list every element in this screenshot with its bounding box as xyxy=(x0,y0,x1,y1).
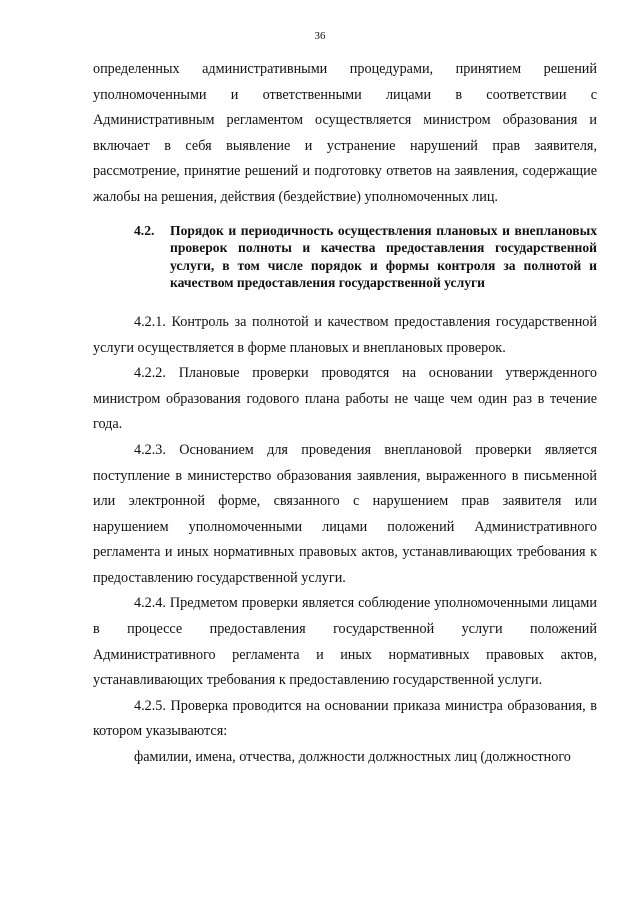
paragraph-4-2-2: 4.2.2. Плановые проверки проводятся на основании утвержденного министром образования годового плана работы не чаще чем один раз в течение года. xyxy=(93,365,597,433)
section-heading xyxy=(93,222,597,292)
paragraph-4-2-3: 4.2.3. Основанием для проведения внеплановой проверки является поступление в министерство образования заявления, выраженного в письменной или электронной форме, связанного с нарушением прав заявителя или нарушением уполномоченными лицами положений Административного регламента и иных нормативных правовых актов, устанавливающих требования к предоставлению государственной услуги. xyxy=(93,441,597,586)
paragraph-list-item: фамилии, имена, отчества, должности должностных лиц (должностного xyxy=(134,749,571,766)
paragraph-continuation: определенных административными процедурами, принятием решений уполномоченными и ответственными лицами в соответствии с Административным регламентом осуществляется министром образования и включает в себя выявление и устранение нарушений прав заявителя, рассмотрение, принятие решений и подготовку ответов на заявления, содержащие жалобы на решения, действия (бездействие) уполномоченных лиц. xyxy=(93,61,597,205)
page-number: 36 xyxy=(314,30,326,42)
paragraph-4-2-4: 4.2.4. Предметом проверки является соблюдение уполномоченными лицами в процессе предоставления государственной услуги положений Административного регламента и иных нормативных правовых актов, устанавливающих требования к предоставлению государственной услуги. xyxy=(93,595,597,689)
paragraph-4-2-5: 4.2.5. Проверка проводится на основании приказа министра образования, в котором указываются: xyxy=(93,697,597,740)
section-title: Порядок и периодичность осуществления плановых и внеплановых проверок полноты и качества предоставления государственной услуги, в том числе порядок и формы контроля за полнотой и качеством предоставления государственной услуги xyxy=(170,222,597,291)
section-number: 4.2. xyxy=(134,222,155,238)
paragraph-4-2-1: 4.2.1. Контроль за полнотой и качеством предоставления государственной услуги осуществляется в форме плановых и внеплановых проверок. xyxy=(93,313,597,356)
document-body xyxy=(93,57,597,771)
